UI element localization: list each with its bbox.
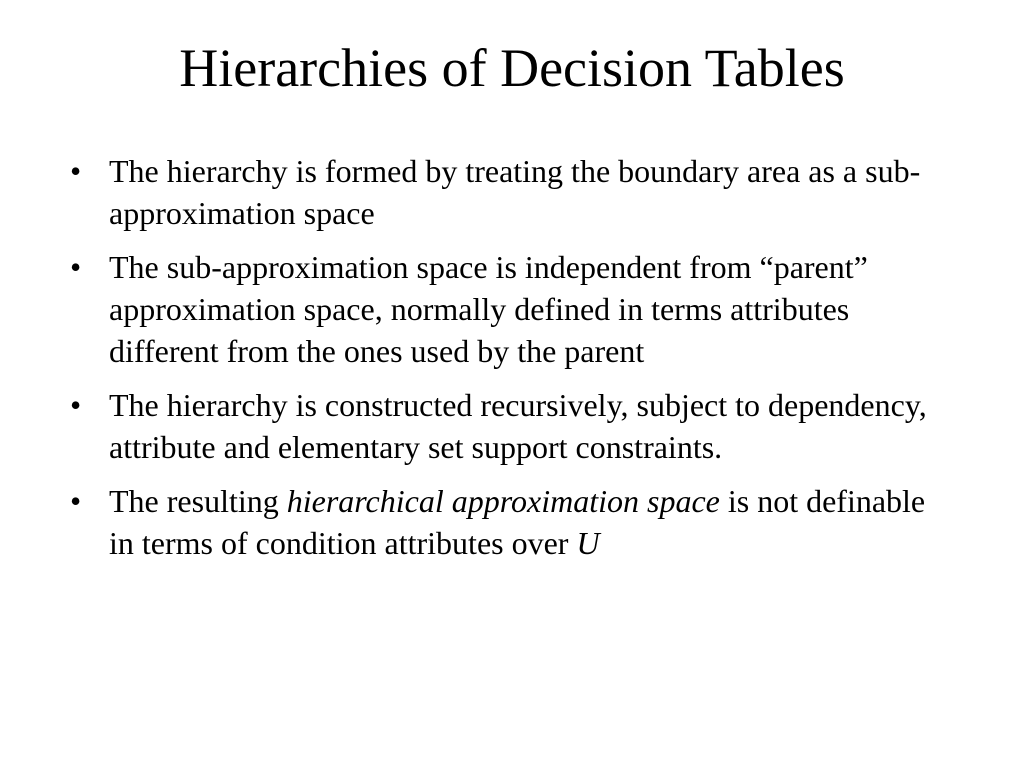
bullet-text-before: The resulting — [109, 483, 287, 519]
bullet-text-italic-end: U — [576, 525, 600, 561]
bullet-marker: • — [70, 387, 82, 423]
bullet-list — [70, 150, 950, 576]
bullet-text-italic: hierarchical approximation space — [286, 483, 720, 519]
bullet-item-2 — [70, 246, 950, 372]
bullet-marker: • — [70, 153, 82, 189]
bullet-item-1 — [70, 150, 950, 234]
bullet-item-4 — [70, 480, 950, 564]
bullet-text: The hierarchy is constructed recursively, subject to dependency, attribute and elementary set support constraints. — [109, 387, 927, 465]
bullet-marker: • — [70, 483, 82, 519]
bullet-text: The sub-approximation space is independent from “parent” approximation space, normally defined in terms attributes different from the ones used by the parent — [109, 249, 868, 369]
bullet-text: The hierarchy is formed by treating the boundary area as a sub-approximation space — [109, 153, 921, 231]
bullet-marker: • — [70, 249, 82, 285]
slide-title: Hierarchies of Decision Tables — [179, 38, 845, 98]
bullet-text-after: is not definable in terms of condition attributes over — [109, 483, 926, 561]
bullet-item-3 — [70, 384, 950, 468]
